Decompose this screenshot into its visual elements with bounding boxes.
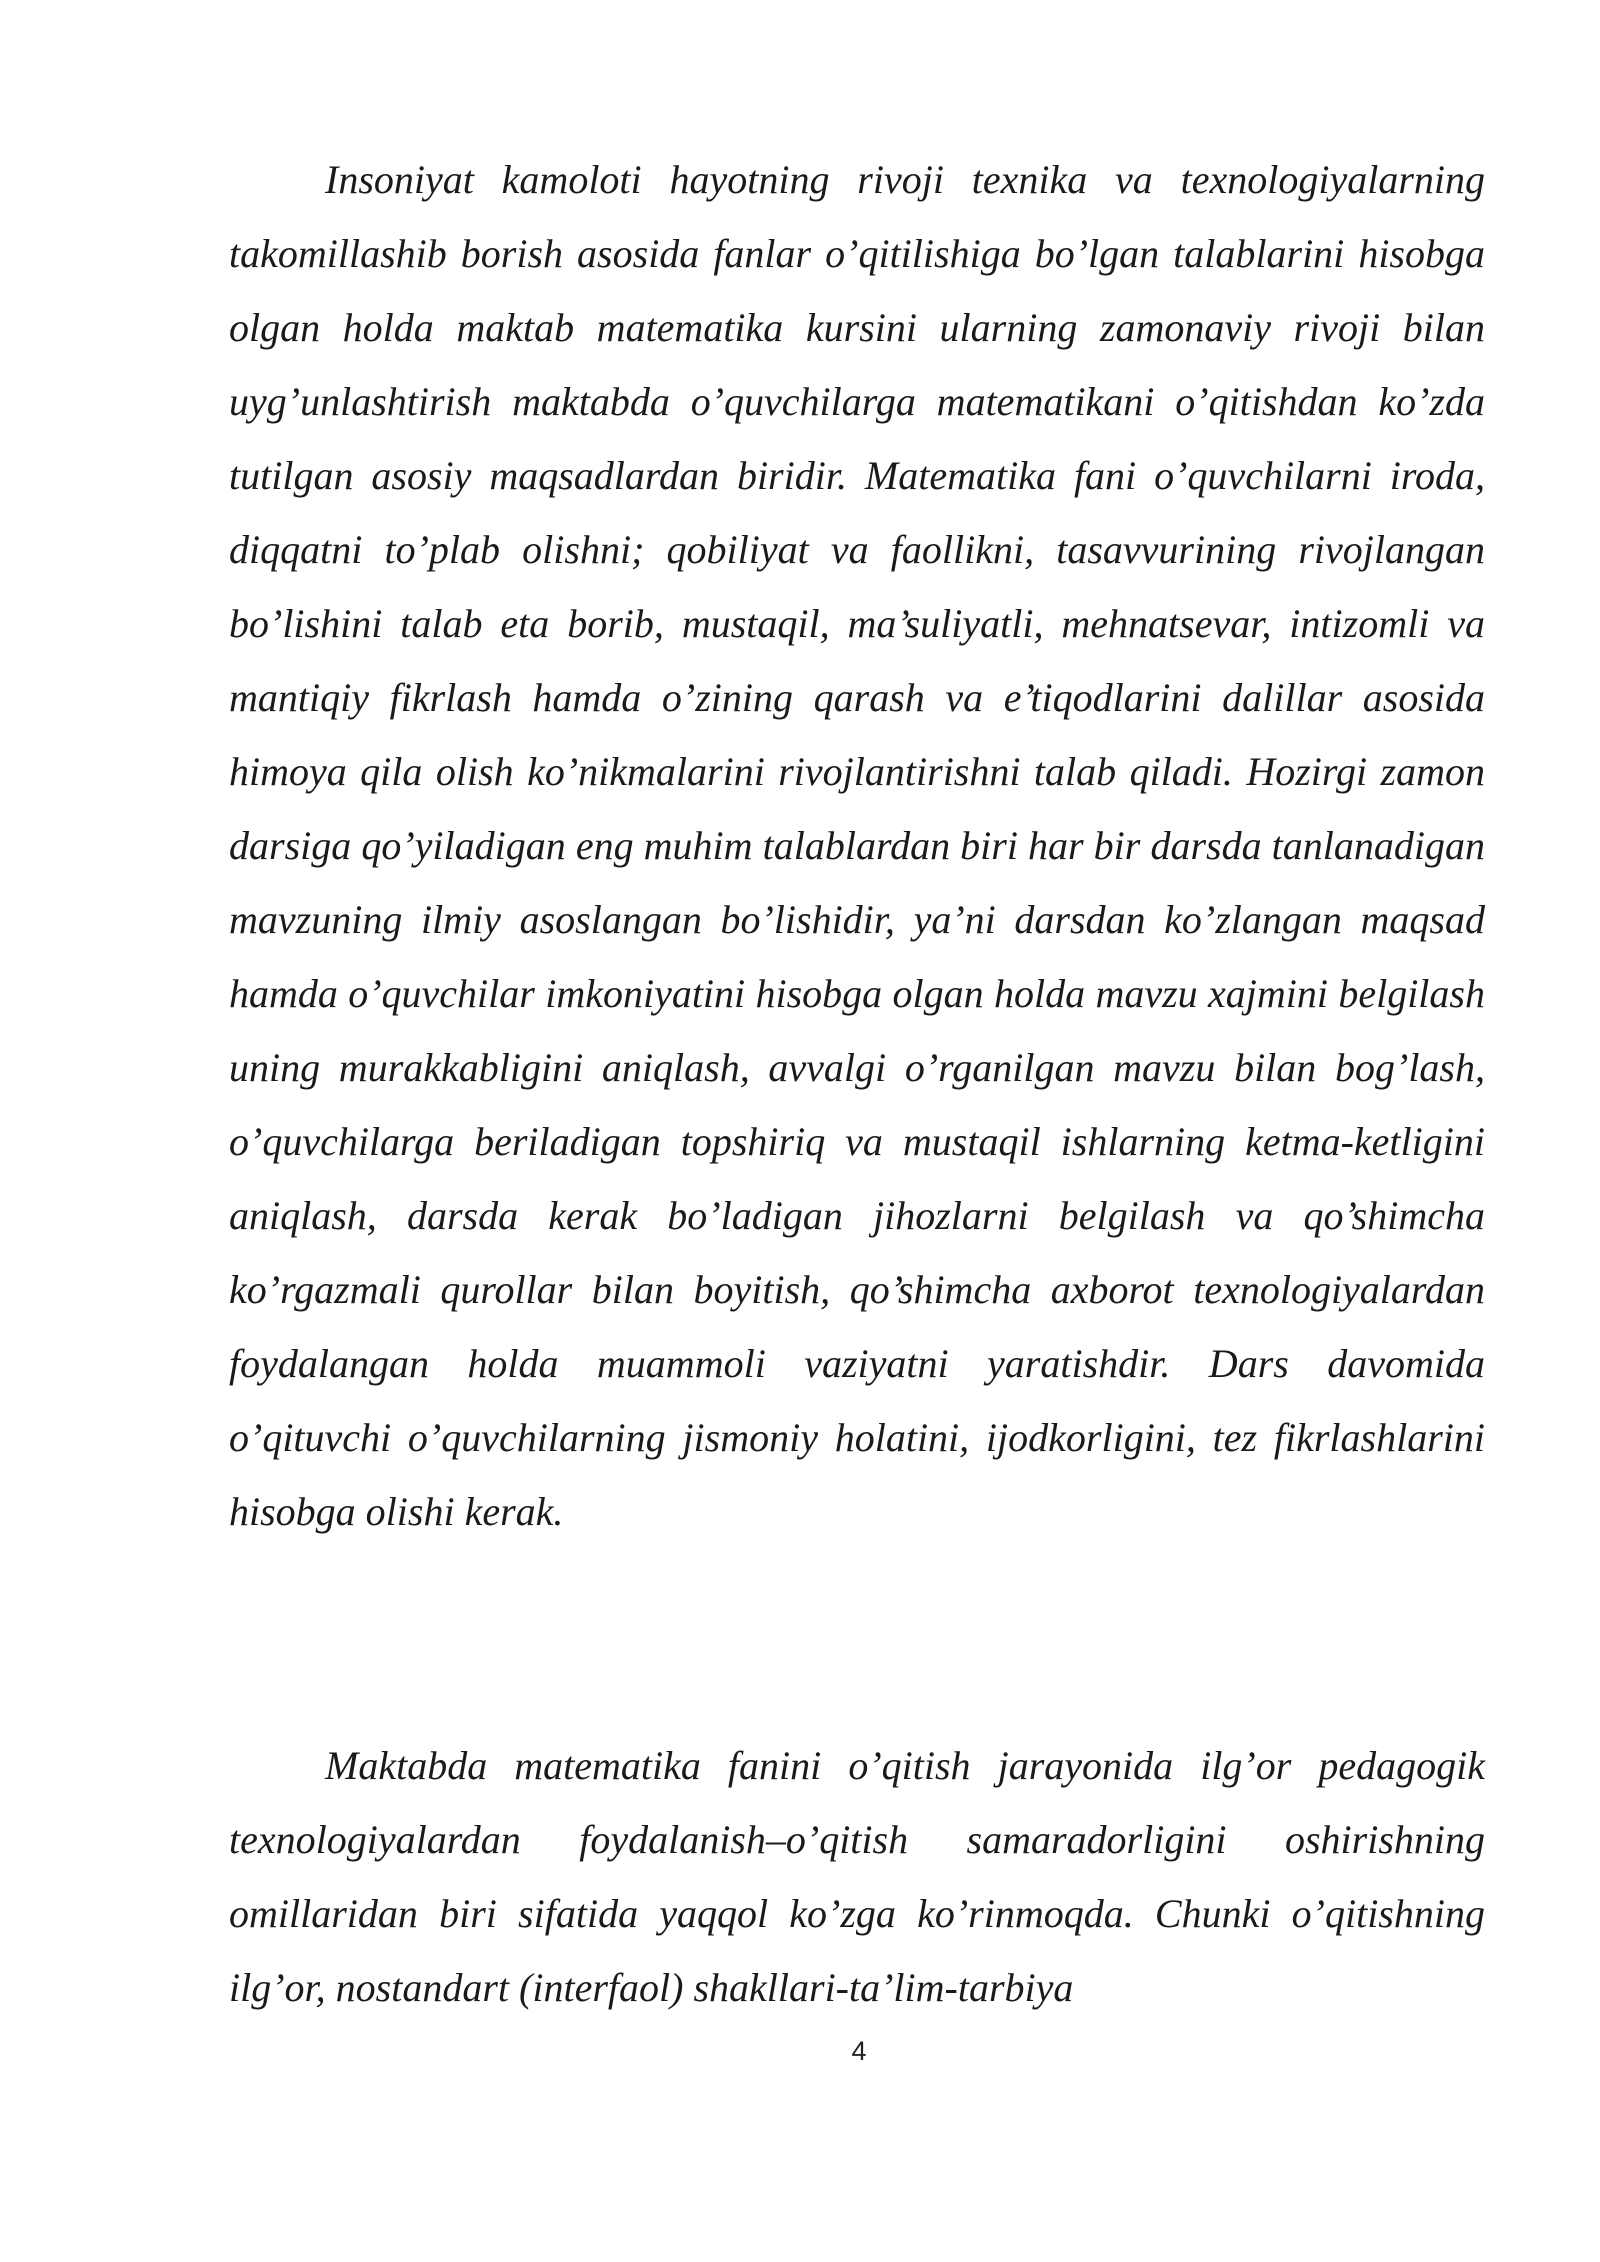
page-number: 4 xyxy=(851,2036,867,2066)
paragraph-2 xyxy=(229,1729,1485,2025)
paragraph-1 xyxy=(229,143,1485,1549)
paragraph-2-text: Maktabda matematika fanini o’qitish jarayonida ilg’or pedagogik texnologiyalardan foydalanish–o’qitish samaradorligini oshirishning omillaridan biri sifatida yaqqol ko’zga ko’rinmoqda. Chunki o’qitishning ilg’or, nostandart (interfaol) shakllari-ta’lim-tarbiya xyxy=(229,1743,1485,2010)
paragraph-1-text: Insoniyat kamoloti hayotning rivoji texnika va texnologiyalarning takomillashib borish asosida fanlar o’qitilishiga bo’lgan talablarini hisobga olgan holda maktab matematika kursini ularning zamonaviy rivoji bilan uyg’unlashtirish maktabda o’quvchilarga matematikani o’qitishdan ko’zda tutilgan asosiy maqsadlardan biridir. Matematika fani o’quvchilarni iroda, diqqatni to’plab olishni; qobiliyat va faollikni, tasavvurining rivojlangan bo’lishini talab eta borib, mustaqil, ma’suliyatli, mehnatsevar, intizomli va mantiqiy fikrlash hamda o’zining qarash va e’tiqodlarini dalillar asosida himoya qila olish ko’nikmalarini rivojlantirishni talab qiladi. Hozirgi zamon darsiga qo’yiladigan eng muhim talablardan biri har bir darsda tanlanadigan mavzuning ilmiy asoslangan bo’lishidir, ya’ni darsdan ko’zlangan maqsad hamda o’quvchilar imkoniyatini hisobga olgan holda mavzu xajmini belgilash uning murakkabligini aniqlash, avvalgi o’rganilgan mavzu bilan bog’lash, o’quvchilarga beriladigan topshiriq va mustaqil ishlarning ketma-ketligini aniqlash, darsda kerak bo’ladigan jihozlarni belgilash va qo’shimcha ko’rgazmali qurollar bilan boyitish, qo’shimcha axborot texnologiyalardan foydalangan holda muammoli vaziyatni yaratishdir. Dars davomida o’qituvchi o’quvchilarning jismoniy holatini, ijodkorligini, tez fikrlashlarini hisobga olishi kerak. xyxy=(229,157,1485,1534)
